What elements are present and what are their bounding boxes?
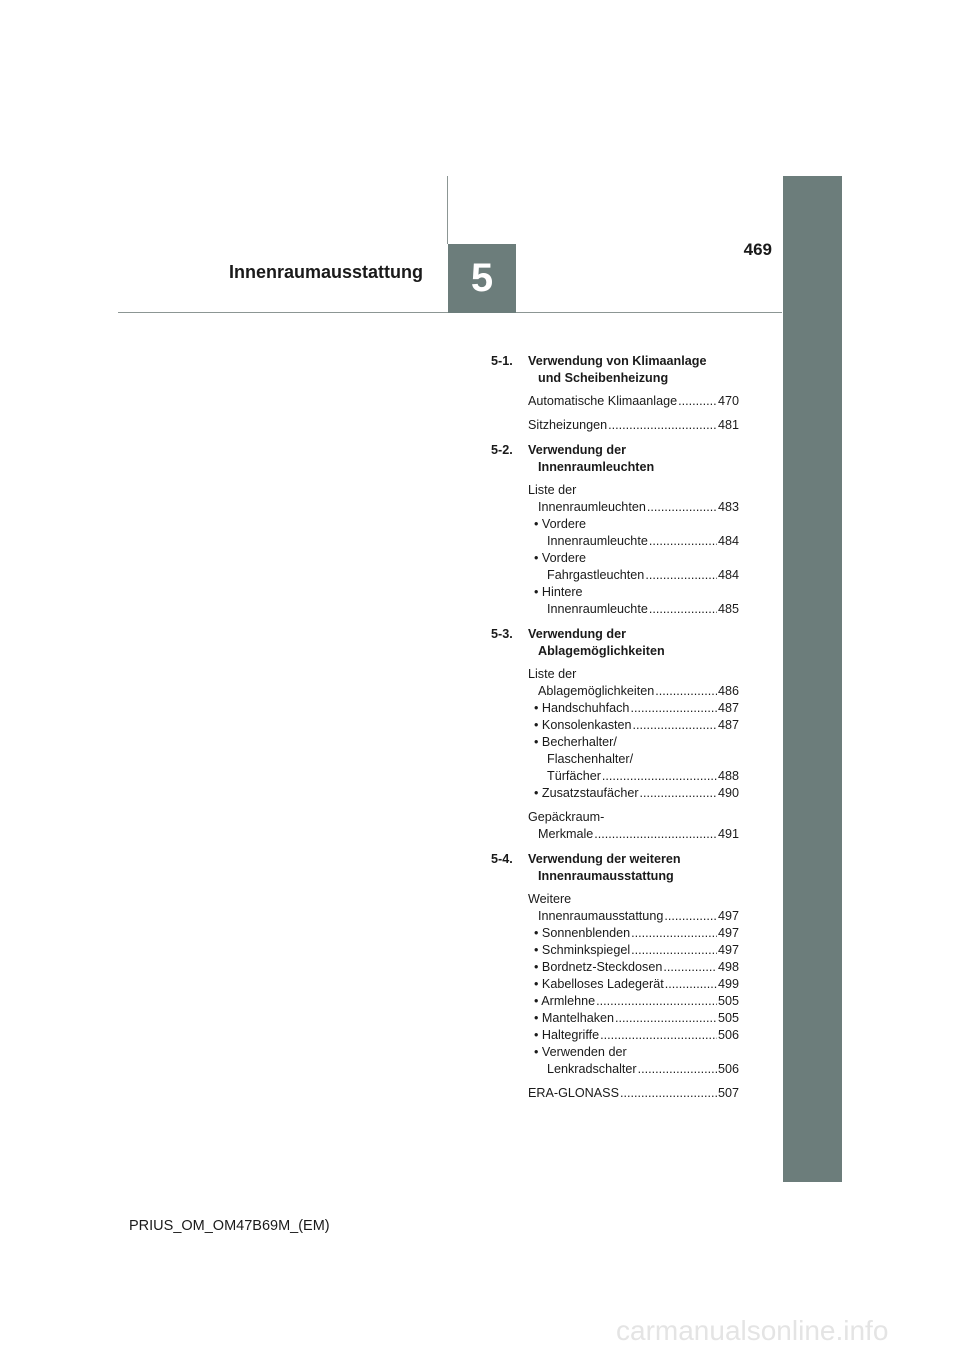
section-title bbox=[528, 442, 728, 476]
leader-dots bbox=[678, 393, 717, 410]
entry-label: Sitzheizungen bbox=[528, 418, 608, 432]
subentry-label: Fahrgastleuchten bbox=[547, 568, 645, 582]
leader-dots bbox=[633, 717, 717, 734]
section-title bbox=[528, 626, 728, 660]
leader-dots bbox=[602, 768, 717, 785]
section-title bbox=[528, 353, 728, 387]
subentry-label: Bordnetz-Steckdosen bbox=[541, 960, 663, 974]
subentry-page: 497 bbox=[717, 926, 739, 940]
section-title bbox=[528, 851, 728, 885]
leader-dots bbox=[664, 908, 717, 925]
toc-subentry-becherhalter[interactable]: • Becherhalter/ Flaschenhalter/ Türfächer ..... 488 bbox=[534, 734, 739, 785]
toc-subentry-kabelloses-ladegeraet[interactable]: • Kabelloses Ladegerät ..... 499 bbox=[534, 976, 739, 993]
section-number: 5-3. bbox=[491, 627, 513, 641]
toc-subentry-vordere-innenraumleuchte[interactable]: • Vordere Innenraumleuchte ..... 484 bbox=[534, 516, 739, 550]
section-title-line: Verwendung der bbox=[528, 627, 626, 641]
section-title-line: Verwendung von Klimaanlage bbox=[528, 354, 707, 368]
section-title-line: Ablagemöglichkeiten bbox=[538, 644, 665, 658]
chapter-title: Innenraumausstattung bbox=[229, 262, 424, 282]
leader-dots bbox=[620, 1085, 717, 1102]
subentry-label: Türfächer bbox=[547, 769, 601, 783]
watermark-text: carmanualsonline.info bbox=[616, 1315, 889, 1346]
subentry-page: 487 bbox=[717, 701, 739, 715]
leader-dots bbox=[638, 1061, 717, 1078]
entry-page: 481 bbox=[717, 418, 739, 432]
toc-entry-liste-ablagemoeglichkeiten[interactable] bbox=[528, 666, 739, 802]
entry-label: Innenraumausstattung bbox=[538, 909, 664, 923]
toc-section-5-1 bbox=[491, 353, 739, 434]
subentry-label: Mantelhaken bbox=[541, 1011, 615, 1025]
toc-subentry-zusatzstaufaecher[interactable]: • Zusatzstaufächer ..... 490 bbox=[534, 785, 739, 802]
section-number: 5-2. bbox=[491, 443, 513, 457]
subentry-page: 505 bbox=[717, 1011, 739, 1025]
leader-dots bbox=[649, 601, 717, 618]
section-title-line: Innenraumleuchten bbox=[538, 460, 655, 474]
subentry-label: Armlehne bbox=[541, 994, 596, 1008]
section-heading bbox=[491, 353, 739, 387]
toc-entry-klimaanlage[interactable] bbox=[528, 393, 739, 410]
subentry-label: Vordere bbox=[541, 551, 587, 565]
section-heading bbox=[491, 442, 739, 476]
leader-dots bbox=[596, 993, 717, 1010]
leader-dots bbox=[640, 785, 717, 802]
toc-subentry-hintere-innenraumleuchte[interactable]: • Hintere Innenraumleuchte ..... 485 bbox=[534, 584, 739, 618]
subentry-page: 506 bbox=[717, 1028, 739, 1042]
subentry-label: Handschuhfach bbox=[541, 701, 630, 715]
subentry-label: Sonnenblenden bbox=[541, 926, 631, 940]
subentry-page: 485 bbox=[717, 602, 739, 616]
entry-page: 507 bbox=[717, 1086, 739, 1100]
document-footer-code: PRIUS_OM_OM47B69M_(EM) bbox=[129, 1218, 330, 1234]
subentry-label: Konsolenkasten bbox=[541, 718, 632, 732]
subentry-page: 497 bbox=[717, 943, 739, 957]
subentry-label: Kabelloses Ladegerät bbox=[541, 977, 664, 991]
subentry-page: 487 bbox=[717, 718, 739, 732]
subentry-label: Innenraumleuchte bbox=[547, 534, 648, 548]
entry-label: Weitere bbox=[528, 892, 572, 906]
leader-dots bbox=[645, 567, 717, 584]
subentry-label: Haltegriffe bbox=[541, 1028, 600, 1042]
leader-dots bbox=[647, 499, 717, 516]
leader-dots bbox=[615, 1010, 717, 1027]
toc-subentry-mantelhaken[interactable]: • Mantelhaken ..... 505 bbox=[534, 1010, 739, 1027]
leader-dots bbox=[630, 700, 717, 717]
entry-label: Liste der bbox=[528, 483, 577, 497]
section-number: 5-4. bbox=[491, 852, 513, 866]
toc-section-5-3 bbox=[491, 626, 739, 843]
toc-subentry-armlehne[interactable]: • Armlehne ..... 505 bbox=[534, 993, 739, 1010]
entry-label: Gepäckraum- bbox=[528, 810, 605, 824]
subentry-page: 505 bbox=[717, 994, 739, 1008]
section-title-line: und Scheibenheizung bbox=[538, 371, 669, 385]
section-title-line: Verwendung der weiteren bbox=[528, 852, 681, 866]
entry-page: 483 bbox=[717, 500, 739, 514]
toc-entry-weitere-innenraumausstattung[interactable] bbox=[528, 891, 739, 1078]
leader-dots bbox=[594, 826, 717, 843]
toc-entry-gepaeckraum-merkmale[interactable] bbox=[528, 809, 739, 843]
toc-section-5-2 bbox=[491, 442, 739, 618]
section-number: 5-1. bbox=[491, 354, 513, 368]
leader-dots bbox=[655, 683, 717, 700]
subentry-label: Innenraumleuchte bbox=[547, 602, 648, 616]
subentry-label: Lenkradschalter bbox=[547, 1062, 637, 1076]
leader-dots bbox=[665, 976, 717, 993]
entry-label: Ablagemöglichkeiten bbox=[538, 684, 655, 698]
subentry-label: Flaschenhalter/ bbox=[547, 752, 634, 766]
toc-subentry-konsolenkasten[interactable]: • Konsolenkasten ..... 487 bbox=[534, 717, 739, 734]
subentry-page: 490 bbox=[717, 786, 739, 800]
entry-label: Liste der bbox=[528, 667, 577, 681]
subentry-label: Becherhalter/ bbox=[541, 735, 617, 749]
toc-subentry-handschuhfach[interactable]: • Handschuhfach ..... 487 bbox=[534, 700, 739, 717]
subentry-page: 484 bbox=[717, 568, 739, 582]
section-title-line: Verwendung der bbox=[528, 443, 626, 457]
entry-label: Automatische Klimaanlage bbox=[528, 394, 678, 408]
leader-dots bbox=[631, 942, 717, 959]
leader-dots bbox=[649, 533, 717, 550]
table-of-contents bbox=[491, 353, 739, 1110]
chapter-number: 5 bbox=[470, 256, 494, 300]
section-title-line: Innenraumausstattung bbox=[538, 869, 674, 883]
entry-label: ERA-GLONASS bbox=[528, 1086, 619, 1100]
entry-page: 497 bbox=[717, 909, 739, 923]
toc-entry-era-glonass[interactable] bbox=[528, 1085, 739, 1102]
leader-dots bbox=[663, 959, 717, 976]
subentry-label: Schminkspiegel bbox=[541, 943, 631, 957]
toc-subentry-haltegriffe[interactable]: • Haltegriffe ..... 506 bbox=[534, 1027, 739, 1044]
toc-entry-liste-innenraumleuchten[interactable] bbox=[528, 482, 739, 618]
entry-label: Merkmale bbox=[538, 827, 594, 841]
subentry-label: Zusatzstaufächer bbox=[541, 786, 639, 800]
header-vertical-rule bbox=[447, 176, 448, 244]
subentry-label: Vordere bbox=[541, 517, 587, 531]
toc-subentry-schminkspiegel[interactable]: • Schminkspiegel ..... 497 bbox=[534, 942, 739, 959]
subentry-page: 499 bbox=[717, 977, 739, 991]
toc-subentry-sonnenblenden[interactable]: • Sonnenblenden ..... 497 bbox=[534, 925, 739, 942]
subentry-page: 498 bbox=[717, 960, 739, 974]
subentry-page: 488 bbox=[717, 769, 739, 783]
toc-entry-sitzheizungen[interactable] bbox=[528, 417, 739, 434]
leader-dots bbox=[600, 1027, 717, 1044]
toc-subentry-lenkradschalter[interactable]: • Verwenden der Lenkradschalter ..... 506 bbox=[534, 1044, 739, 1078]
page-number: 469 bbox=[743, 240, 772, 259]
toc-subentry-bordnetz-steckdosen[interactable]: • Bordnetz-Steckdosen ..... 498 bbox=[534, 959, 739, 976]
entry-page: 470 bbox=[717, 394, 739, 408]
subentry-label: Hintere bbox=[541, 585, 583, 599]
leader-dots bbox=[631, 925, 717, 942]
entry-page: 491 bbox=[717, 827, 739, 841]
toc-section-5-4 bbox=[491, 851, 739, 1102]
section-heading bbox=[491, 626, 739, 660]
section-heading bbox=[491, 851, 739, 885]
subentry-page: 484 bbox=[717, 534, 739, 548]
leader-dots bbox=[608, 417, 717, 434]
subentry-label: Verwenden der bbox=[541, 1045, 627, 1059]
chapter-side-tab bbox=[783, 176, 842, 1182]
chapter-number-box bbox=[448, 244, 516, 313]
entry-page: 486 bbox=[717, 684, 739, 698]
toc-subentry-vordere-fahrgastleuchten[interactable]: • Vordere Fahrgastleuchten ..... 484 bbox=[534, 550, 739, 584]
entry-label: Innenraumleuchten bbox=[538, 500, 646, 514]
subentry-page: 506 bbox=[717, 1062, 739, 1076]
